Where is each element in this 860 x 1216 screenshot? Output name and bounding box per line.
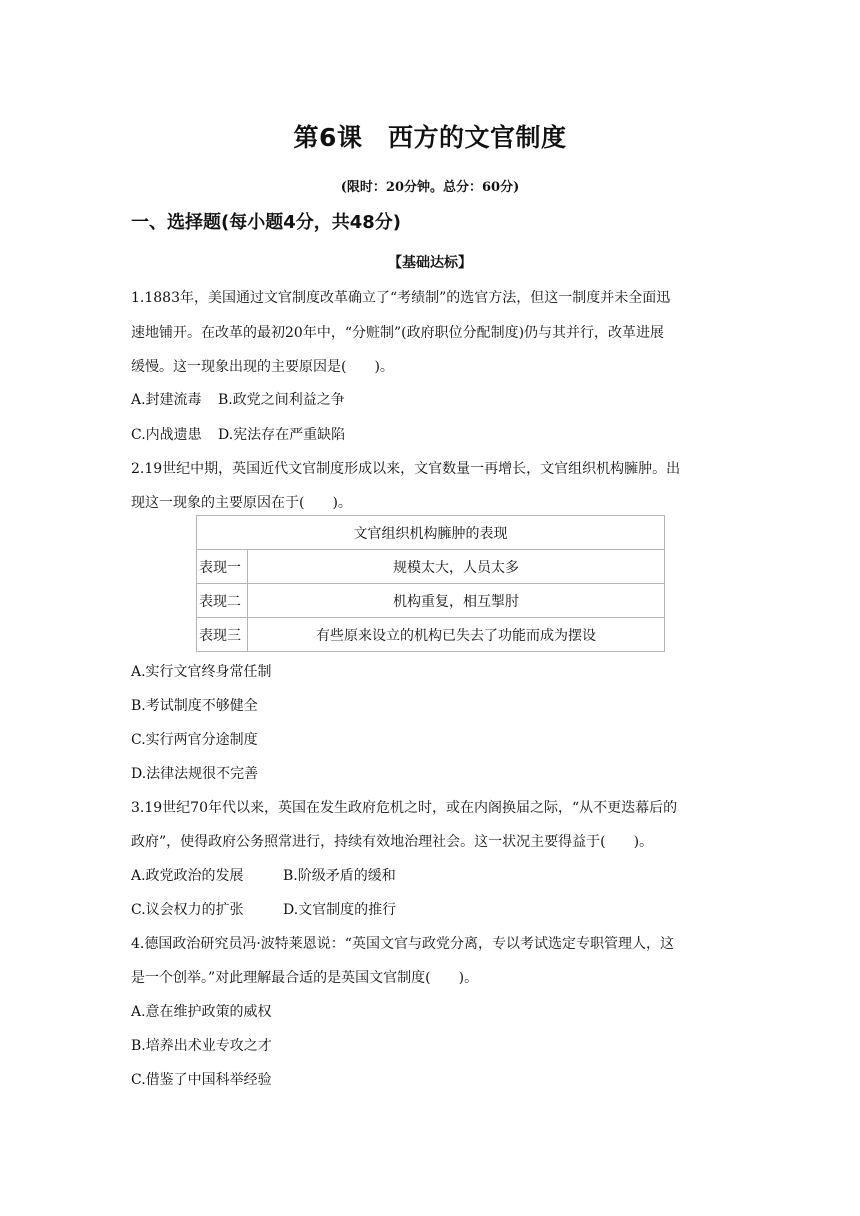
question-3-line: 3.19世纪70年代以来，英国在发生政府危机之时，或在内阁换届之际，“从不更迭幕后的 bbox=[131, 800, 678, 816]
option-b: B.考试制度不够健全 bbox=[131, 698, 258, 714]
table-row-label: 表现一 bbox=[197, 550, 248, 584]
option-a: A.封建流毒 bbox=[131, 392, 202, 408]
option-a: A.实行文官终身常任制 bbox=[131, 664, 272, 680]
table-row bbox=[197, 550, 665, 584]
question-4-line: 4.德国政治研究员冯·波特莱恩说：“英国文官与政党分离，专以考试选定专职管理人，这 bbox=[131, 936, 674, 952]
table-header-row bbox=[197, 516, 665, 550]
question-1-line: 1.1883年，美国通过文官制度改革确立了“考绩制”的选官方法，但这一制度并未全面迅 bbox=[131, 290, 671, 306]
option-b: B.培养出术业专攻之才 bbox=[131, 1038, 272, 1054]
option-d: D.宪法存在严重缺陷 bbox=[218, 427, 346, 443]
option-d: D.文官制度的推行 bbox=[283, 902, 397, 918]
option-b: B.阶级矛盾的缓和 bbox=[283, 868, 396, 884]
option-d: D.法律法规很不完善 bbox=[131, 766, 259, 782]
lesson-title: 第6课 西方的文官制度 bbox=[293, 123, 567, 152]
table-row-label: 表现三 bbox=[197, 618, 248, 652]
table-row bbox=[197, 618, 665, 652]
question-3-line: 政府”，使得政府公务照常进行，持续有效地治理社会。这一状况主要得益于( )。 bbox=[131, 834, 654, 850]
section-heading: 一、选择题(每小题4分，共48分) bbox=[131, 212, 402, 233]
subsection-tag: 【基础达标】 bbox=[388, 255, 472, 271]
table-header-cell: 文官组织机构臃肿的表现 bbox=[197, 516, 665, 550]
option-a: A.意在维护政策的威权 bbox=[131, 1004, 272, 1020]
question-2-line: 2.19世纪中期，英国近代文官制度形成以来，文官数量一再增长，文官组织机构臃肿。出 bbox=[131, 461, 681, 477]
table-row bbox=[197, 584, 665, 618]
option-c: C.议会权力的扩张 bbox=[131, 902, 244, 918]
bloat-manifestations-table bbox=[196, 515, 665, 652]
option-a: A.政党政治的发展 bbox=[131, 868, 244, 884]
table-row-label: 表现二 bbox=[197, 584, 248, 618]
table-row-text: 有些原来设立的机构已失去了功能而成为摆设 bbox=[248, 618, 665, 652]
table-row-text: 规模太大，人员太多 bbox=[248, 550, 665, 584]
question-4-line: 是一个创举。”对此理解最合适的是英国文官制度( )。 bbox=[131, 970, 479, 986]
option-c: C.借鉴了中国科举经验 bbox=[131, 1072, 272, 1088]
question-2-line: 现这一现象的主要原因在于( )。 bbox=[131, 495, 352, 511]
option-c: C.实行两官分途制度 bbox=[131, 732, 258, 748]
question-1-line: 缓慢。这一现象出现的主要原因是( )。 bbox=[131, 359, 394, 375]
table-row-text: 机构重复，相互掣肘 bbox=[248, 584, 665, 618]
question-1-line: 速地铺开。在改革的最初20年中，“分赃制”(政府职位分配制度)仍与其并行，改革进展 bbox=[131, 325, 665, 341]
time-limit-note: (限时：20分钟。总分：60分) bbox=[340, 180, 520, 195]
option-b: B.政党之间利益之争 bbox=[218, 392, 345, 408]
option-c: C.内战遗患 bbox=[131, 427, 202, 443]
